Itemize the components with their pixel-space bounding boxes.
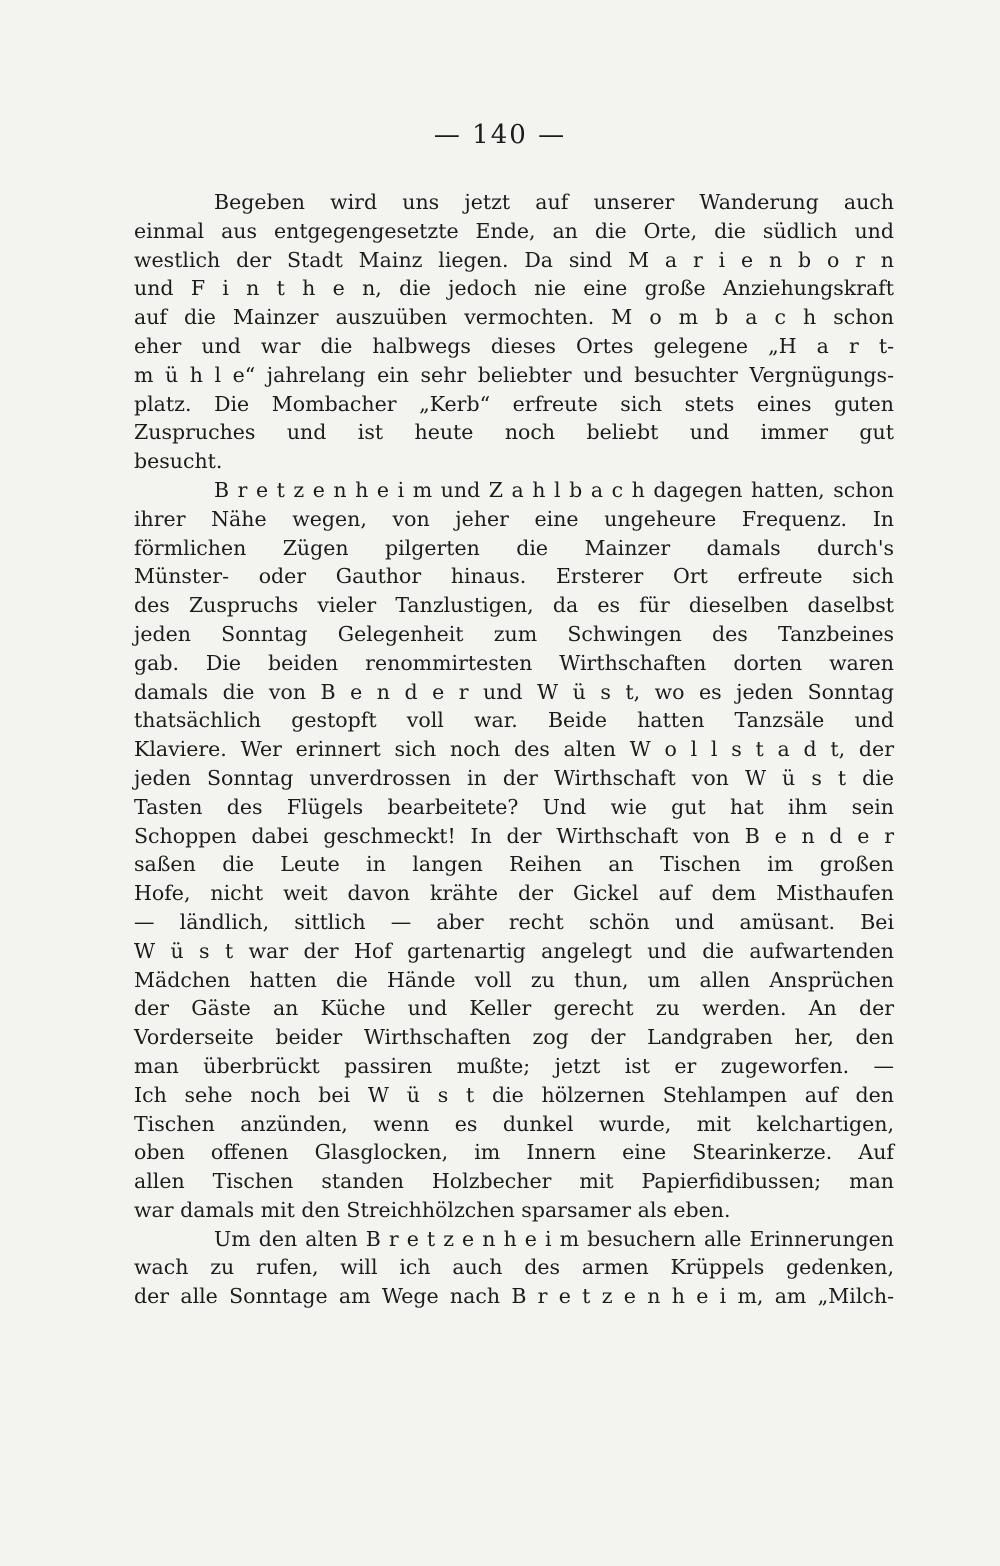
- text-line: Klaviere. Wer erinnert sich noch des alten W o l l s t a d t, der: [134, 737, 894, 762]
- text-line: einmal aus entgegengesetzte Ende, an die Orte, die südlich und: [134, 218, 894, 243]
- text-line: förmlichen Zügen pilgerten die Mainzer damals durch's: [134, 535, 894, 560]
- paragraph: [134, 1225, 894, 1311]
- text-line: platz. Die Mombacher „Kerb“ erfreute sich stets eines guten: [134, 391, 894, 416]
- paragraph: [134, 476, 894, 1225]
- text-line: war damals mit den Streichhölzchen sparsamer als eben.: [134, 1197, 731, 1222]
- text-line: m ü h l e“ jahrelang ein sehr beliebter und besuchter Vergnügungs-: [134, 362, 894, 387]
- text-line: Begeben wird uns jetzt auf unserer Wanderung auch: [214, 190, 894, 214]
- text-line: westlich der Stadt Mainz liegen. Da sind M a r i e n b o r n: [134, 247, 894, 272]
- text-line: Tischen anzünden, wenn es dunkel wurde, mit kelchartigen,: [134, 1111, 894, 1136]
- text-line: — ländlich, sittlich — aber recht schön und amüsant. Bei: [134, 909, 894, 934]
- text-line: damals die von B e n d e r und W ü s t, wo es jeden Sonntag: [134, 679, 894, 704]
- text-line: man überbrückt passiren mußte; jetzt ist er zugeworfen. —: [134, 1053, 894, 1078]
- text-line: Schoppen dabei geschmeckt! In der Wirthschaft von B e n d e r: [134, 823, 894, 848]
- text-line: oben offenen Glasglocken, im Innern eine Stearinkerze. Auf: [134, 1140, 894, 1165]
- text-line: des Zuspruchs vieler Tanzlustigen, da es für dieselben daselbst: [134, 593, 894, 618]
- text-line: Tasten des Flügels bearbeitete? Und wie gut hat ihm sein: [134, 794, 894, 819]
- text-line: der Gäste an Küche und Keller gerecht zu werden. An der: [134, 996, 894, 1021]
- text-line: saßen die Leute in langen Reihen an Tischen im großen: [134, 852, 894, 877]
- text-line: B r e t z e n h e i m und Z a h l b a c h dagegen hatten, schon: [214, 477, 894, 502]
- text-line: jeden Sonntag Gelegenheit zum Schwingen des Tanzbeines: [134, 621, 894, 646]
- text-line: Mädchen hatten die Hände voll zu thun, um allen Ansprüchen: [134, 967, 894, 992]
- text-line: allen Tischen standen Holzbecher mit Papierfidibussen; man: [134, 1169, 894, 1194]
- text-line: Hofe, nicht weit davon krähte der Gickel auf dem Misthaufen: [134, 881, 894, 906]
- text-line: auf die Mainzer auszuüben vermochten. M o m b a c h schon: [134, 305, 894, 330]
- text-line: Münster- oder Gauthor hinaus. Ersterer Ort erfreute sich: [134, 564, 894, 589]
- paragraph: [134, 188, 894, 476]
- text-line: Ich sehe noch bei W ü s t die hölzernen Stehlampen auf den: [134, 1082, 894, 1107]
- text-line: eher und war die halbwegs dieses Ortes gelegene „H a r t-: [134, 333, 894, 358]
- text-line: besucht.: [134, 449, 223, 474]
- body-text: [134, 188, 894, 1311]
- text-line: W ü s t war der Hof gartenartig angelegt und die aufwartenden: [134, 938, 894, 963]
- text-line: Um den alten B r e t z e n h e i m besuchern alle Erinnerungen: [214, 1226, 894, 1251]
- text-line: Vorderseite beider Wirthschaften zog der Landgraben her, den: [134, 1025, 894, 1050]
- text-line: gab. Die beiden renommirtesten Wirthschaften dorten waren: [134, 650, 894, 675]
- text-line: ihrer Nähe wegen, von jeher eine ungeheure Frequenz. In: [134, 506, 894, 531]
- page-number: — 140 —: [433, 120, 567, 150]
- text-line: und F i n t h e n, die jedoch nie eine große Anziehungskraft: [134, 276, 894, 301]
- text-line: jeden Sonntag unverdrossen in der Wirthschaft von W ü s t die: [134, 765, 894, 790]
- text-line: thatsächlich gestopft voll war. Beide hatten Tanzsäle und: [134, 708, 894, 733]
- text-line: Zuspruches und ist heute noch beliebt und immer gut: [134, 420, 894, 445]
- text-line: wach zu rufen, will ich auch des armen Krüppels gedenken,: [134, 1255, 894, 1280]
- text-line: der alle Sonntage am Wege nach B r e t z e n h e i m, am „Milch-: [134, 1284, 894, 1309]
